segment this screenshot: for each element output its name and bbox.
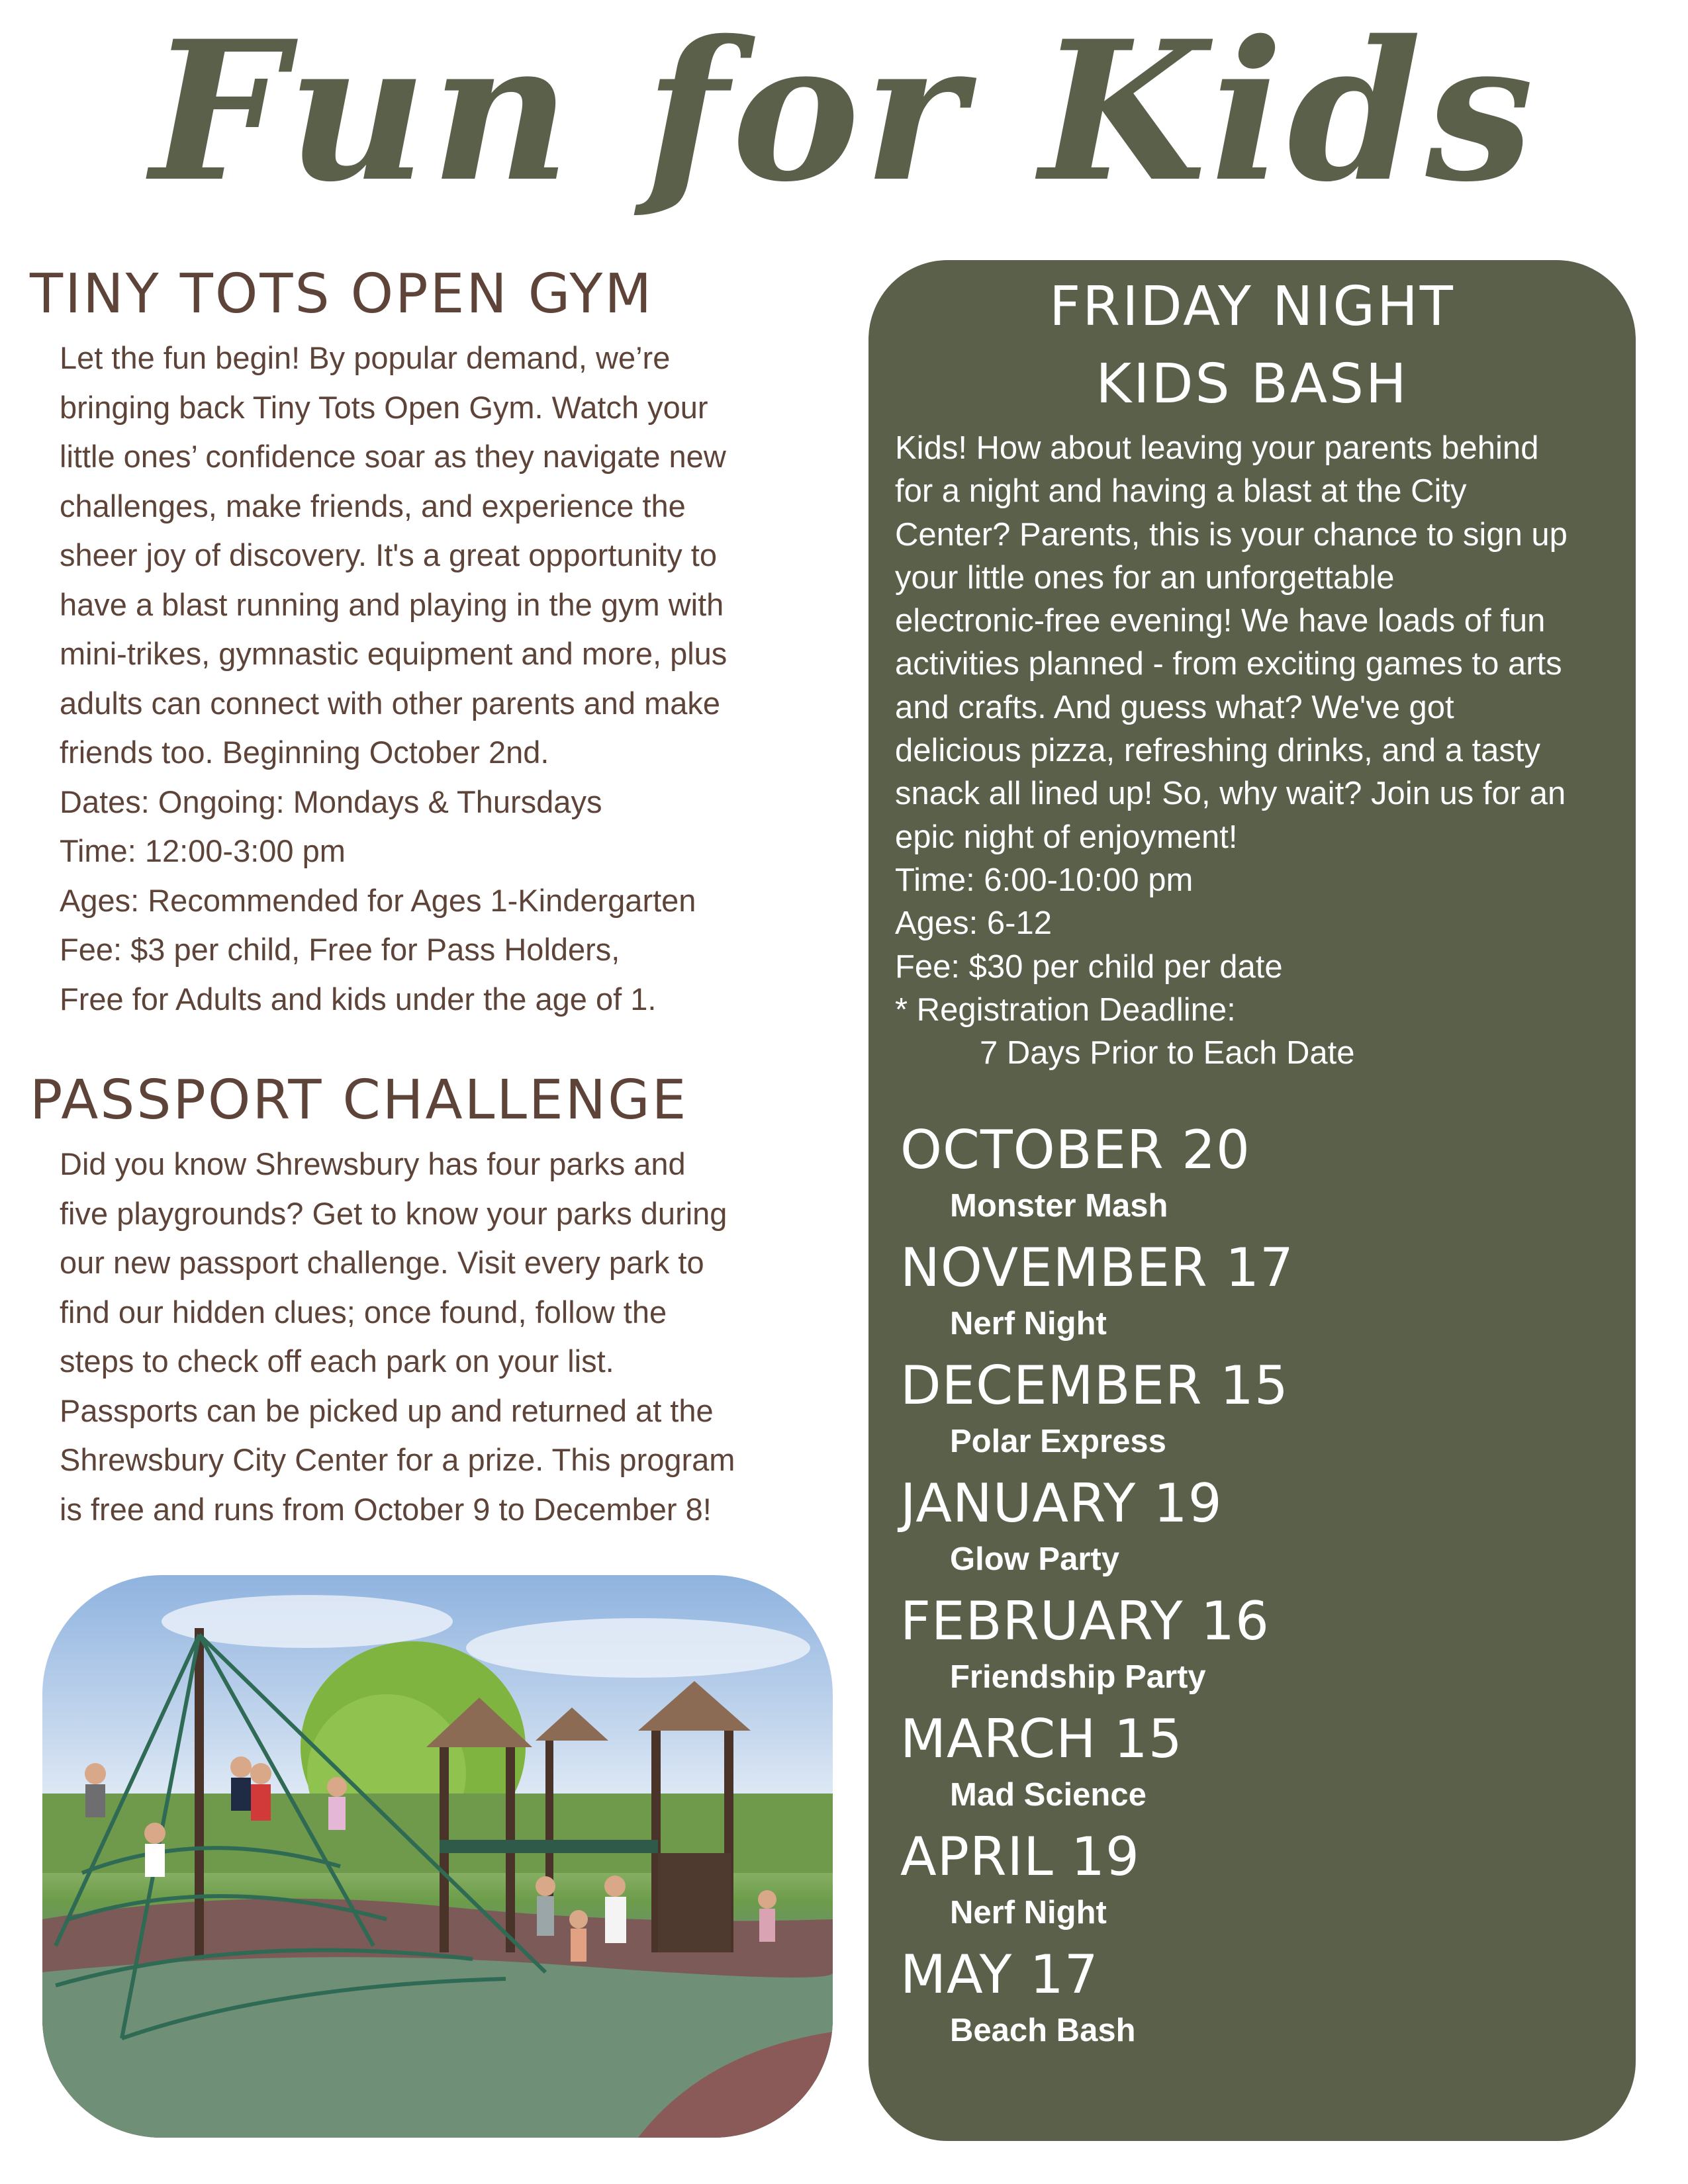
friday-night-ages: Ages: 6-12 <box>895 905 1052 942</box>
event-date: MARCH 15 <box>900 1708 1183 1770</box>
friday-night-line: your little ones for an unforgettable <box>895 559 1395 596</box>
event-date: DECEMBER 15 <box>900 1355 1289 1416</box>
tiny-tots-line: have a blast running and playing in the gym with <box>60 586 724 622</box>
friday-night-line: activities planned - from exciting games to arts <box>895 646 1562 682</box>
playground-illustration <box>42 1575 833 2138</box>
tiny-tots-line: friends too. Beginning October 2nd. <box>60 735 549 770</box>
event-name: Friendship Party <box>950 1659 1206 1695</box>
friday-night-panel <box>868 260 1636 2141</box>
event-date: NOVEMBER 17 <box>900 1237 1294 1298</box>
page-title-script <box>0 13 1688 251</box>
event-name: Beach Bash <box>950 2013 1136 2048</box>
friday-night-line: for a night and having a blast at the City <box>895 473 1467 510</box>
passport-line: Shrewsbury City Center for a prize. This program <box>60 1442 735 1477</box>
tiny-tots-line: sheer joy of discovery. It's a great opportunity to <box>60 537 717 572</box>
tiny-tots-dates: Dates: Ongoing: Mondays & Thursdays <box>60 784 602 819</box>
tiny-tots-body <box>60 334 841 1024</box>
page-title <box>0 13 1688 251</box>
tiny-tots-time: Time: 12:00-3:00 pm <box>60 833 346 868</box>
tiny-tots-line: Let the fun begin! By popular demand, we’re <box>60 340 671 375</box>
page-title-text: Fun for Kids <box>150 13 1538 224</box>
passport-line: steps to check off each park on your list. <box>60 1343 614 1379</box>
tiny-tots-line: little ones’ confidence soar as they navigate new <box>60 439 726 474</box>
event-item <box>900 1590 1615 1713</box>
event-item <box>900 1237 1615 1359</box>
event-date: OCTOBER 20 <box>900 1119 1250 1181</box>
passport-body <box>60 1140 841 1534</box>
friday-night-line: delicious pizza, refreshing drinks, and a tasty <box>895 733 1541 769</box>
friday-night-line: Center? Parents, this is your chance to sign up <box>895 516 1568 553</box>
tiny-tots-heading: TINY TOTS OPEN GYM <box>30 263 654 326</box>
friday-night-time: Time: 6:00-10:00 pm <box>895 862 1194 898</box>
event-item <box>900 1708 1615 1831</box>
event-item <box>900 1826 1615 1948</box>
passport-line: Did you know Shrewsbury has four parks and <box>60 1146 686 1181</box>
event-item <box>900 1944 1615 2066</box>
friday-night-heading-line1: FRIDAY NIGHT <box>1049 275 1455 338</box>
event-name: Monster Mash <box>950 1188 1168 1224</box>
event-schedule <box>900 1119 1615 2066</box>
event-date: FEBRUARY 16 <box>900 1590 1270 1652</box>
playground-photo <box>42 1575 833 2138</box>
tiny-tots-fee-note: Free for Adults and kids under the age of 1. <box>60 981 657 1017</box>
friday-night-body <box>895 427 1623 1075</box>
friday-night-heading-line2: KIDS BASH <box>1096 353 1409 416</box>
friday-night-line: and crafts. And guess what? We've got <box>895 689 1454 725</box>
event-name: Nerf Night <box>950 1895 1107 1931</box>
event-name: Glow Party <box>950 1541 1119 1577</box>
registration-deadline-label: * Registration Deadline: <box>895 991 1236 1028</box>
passport-line: our new passport challenge. Visit every park to <box>60 1245 704 1280</box>
tiny-tots-ages: Ages: Recommended for Ages 1-Kindergarten <box>60 882 696 918</box>
registration-deadline-detail: 7 Days Prior to Each Date <box>980 1035 1355 1071</box>
friday-night-line: electronic-free evening! We have loads of fun <box>895 603 1546 639</box>
event-item <box>900 1119 1615 1242</box>
friday-night-line: Kids! How about leaving your parents behind <box>895 430 1539 466</box>
event-date: JANUARY 19 <box>900 1473 1223 1534</box>
passport-heading: PASSPORT CHALLENGE <box>30 1069 688 1132</box>
friday-night-line: epic night of enjoyment! <box>895 819 1238 855</box>
passport-line: five playgrounds? Get to know your parks during <box>60 1195 727 1231</box>
tiny-tots-line: bringing back Tiny Tots Open Gym. Watch your <box>60 389 708 425</box>
passport-line: Passports can be picked up and returned at the <box>60 1392 714 1428</box>
passport-line: is free and runs from October 9 to December 8! <box>60 1491 712 1527</box>
event-name: Polar Express <box>950 1424 1166 1459</box>
event-date: MAY 17 <box>900 1944 1099 2005</box>
friday-night-line: snack all lined up! So, why wait? Join us for an <box>895 776 1566 812</box>
event-name: Mad Science <box>950 1777 1147 1813</box>
passport-line: find our hidden clues; once found, follow the <box>60 1294 667 1330</box>
event-date: APRIL 19 <box>900 1826 1140 1888</box>
tiny-tots-line: mini-trikes, gymnastic equipment and more, plus <box>60 636 727 671</box>
tiny-tots-fee: Fee: $3 per child, Free for Pass Holders, <box>60 932 620 967</box>
event-name: Nerf Night <box>950 1306 1107 1342</box>
tiny-tots-line: challenges, make friends, and experience the <box>60 488 686 523</box>
event-item <box>900 1355 1615 1477</box>
tiny-tots-line: adults can connect with other parents and make <box>60 685 721 721</box>
friday-night-fee: Fee: $30 per child per date <box>895 948 1283 985</box>
event-item <box>900 1473 1615 1595</box>
